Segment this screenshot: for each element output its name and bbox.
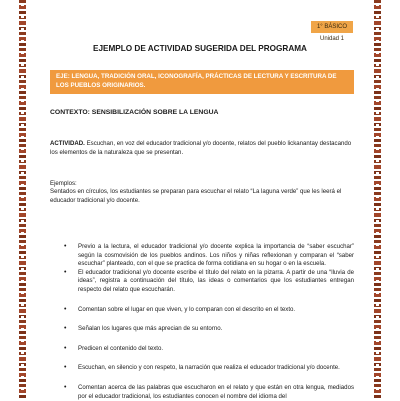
- bullet-icon: •: [64, 243, 67, 250]
- list-item: [50, 345, 354, 354]
- bullet-icon: •: [64, 344, 67, 352]
- list-item: [50, 325, 354, 334]
- activity-paragraph: [50, 140, 354, 157]
- list-item-text: Señalan los lugares que más aprecian de su entorno.: [78, 325, 223, 333]
- decorative-border-left: [19, 0, 26, 400]
- list-item-text: Predicen el contenido del texto.: [78, 344, 164, 352]
- examples-intro: Sentados en círculos, los estudiantes se preparan para escuchar el relato “La laguna verde” que les leerá el educador tradicional y/o docente.: [50, 188, 342, 204]
- examples-label: Ejemplos:: [50, 180, 77, 187]
- list-item-text: Comentan sobre el lugar en que viven, y lo comparan con el descrito en el texto.: [78, 305, 296, 313]
- bullet-icon: •: [64, 305, 67, 313]
- list-item-text: Escuchan, en silencio y con respeto, la narración que realiza el educador tradicional y/o docente.: [78, 364, 340, 372]
- list-item: [50, 364, 354, 373]
- bullet-icon: •: [64, 364, 67, 372]
- list-item-text: El educador tradicional y/o docente escribe el título del relato en la pizarra. A partir de una “lluvia de ideas”, registra a continuación del título, las ideas o comentarios que los estudiantes entregan respecto del relato que escucharán.: [78, 268, 354, 293]
- context-heading: CONTEXTO: SENSIBILIZACIÓN SOBRE LA LENGUA: [50, 109, 219, 116]
- list-item: [50, 384, 354, 401]
- decorative-border-right: [374, 0, 381, 400]
- bullet-icon: •: [64, 325, 67, 333]
- list-item: [50, 269, 354, 295]
- list-item-text: Previo a la lectura, el educador tradicional y/o docente explica la importancia de “saber escuchar” según la cosmovisión de los pueblos andinos. Los niños y niñas reflexionan y comparan el “saber escuchar” planteado, con el que se practica de forma cotidiana en su hogar o en la escuela.: [78, 243, 354, 268]
- activity-steps-list: [50, 243, 354, 401]
- activity-text: Escuchan, en voz del educador tradicional y/o docente, relatos del pueblo lickanantay destacando los elementos de la naturaleza que se presentan.: [50, 140, 352, 156]
- bullet-icon: •: [64, 383, 67, 391]
- list-item: [50, 306, 354, 315]
- axis-banner: EJE: LENGUA, TRADICIÓN ORAL, ICONOGRAFÍA, PRÁCTICAS DE LECTURA Y ESCRITURA DE LOS PUEBLOS ORIGINARIOS.: [50, 70, 354, 94]
- list-item-text: Comentan acerca de las palabras que escucharon en el relato y que están en otra lengua, mediados por el educador tradicional, los estudiantes conocen el nombre del idioma del: [78, 383, 354, 400]
- list-item: [50, 243, 354, 269]
- bullet-icon: •: [64, 268, 67, 276]
- grade-unit-badge: 1° BÁSICO Unidad 1: [311, 21, 353, 33]
- document-title: EJEMPLO DE ACTIVIDAD SUGERIDA DEL PROGRAMA: [93, 44, 307, 53]
- activity-label: ACTIVIDAD.: [50, 140, 85, 147]
